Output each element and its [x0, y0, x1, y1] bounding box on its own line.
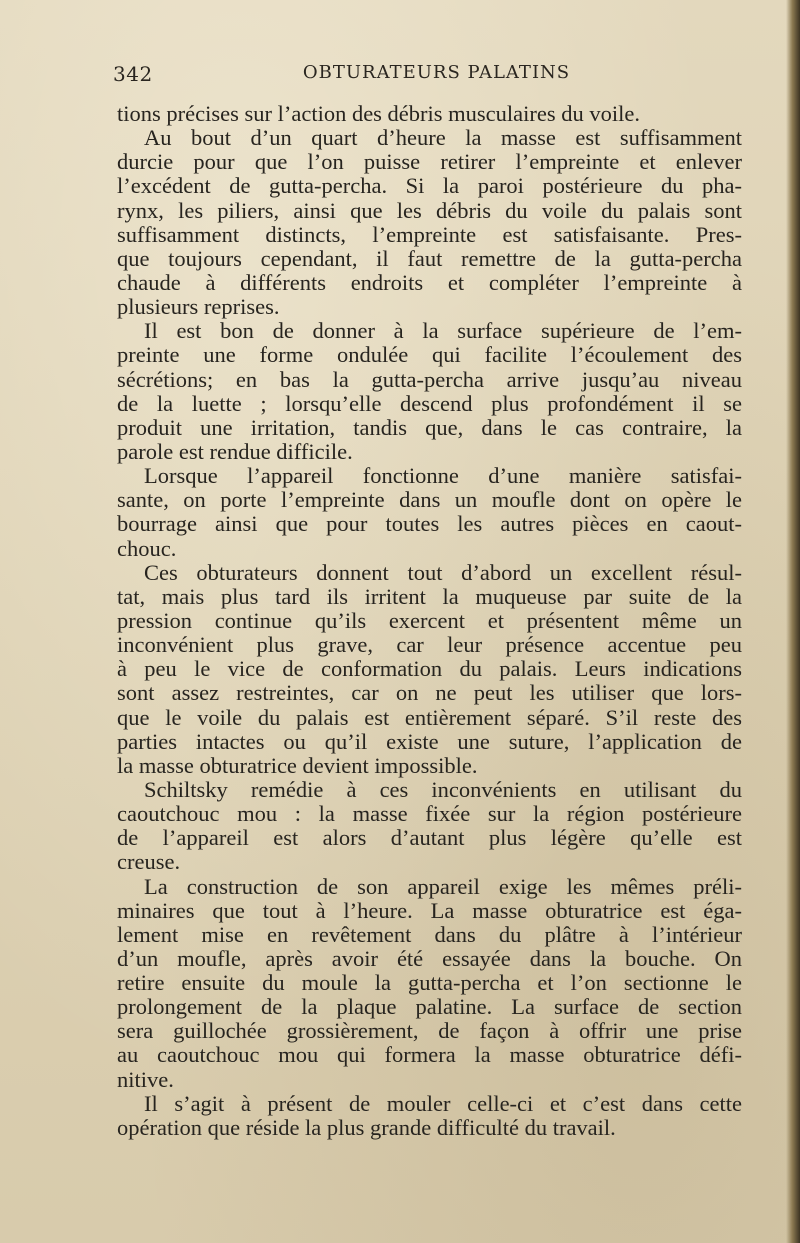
text-line: Il est bon de donner à la surface supérieure de l’em- [144, 319, 742, 344]
text-line: minaires que tout à l’heure. La masse obturatrice est éga- [117, 898, 742, 923]
paragraph [117, 126, 742, 319]
text-line: retire ensuite du moule la gutta-percha et l’on sectionne le [117, 971, 742, 996]
text-line: suffisamment distincts, l’empreinte est satisfaisante. Pres- [117, 222, 742, 247]
page-number: 342 [113, 62, 153, 86]
text-line: sante, on porte l’empreinte dans un moufle dont on opère le [117, 488, 742, 513]
text-line: Au bout d’un quart d’heure la masse est suffisamment [144, 126, 742, 151]
text-line: Lorsque l’appareil fonctionne d’une manière satisfai- [144, 464, 742, 489]
text-line: bourrage ainsi que pour toutes les autres pièces en caout- [117, 512, 742, 537]
paragraph [117, 319, 742, 464]
text-line: durcie pour que l’on puisse retirer l’empreinte et enlever [117, 150, 742, 175]
text-line: parties intactes ou qu’il existe une suture, l’application de [117, 729, 742, 754]
text-line: tions précises sur l’action des débris musculaires du voile. [117, 102, 641, 126]
text-line: Schiltsky remédie à ces inconvénients en utilisant du [144, 777, 742, 802]
text-line: la masse obturatrice devient impossible. [117, 753, 478, 778]
text-line: creuse. [117, 850, 181, 875]
running-head [113, 62, 740, 92]
text-line: sécrétions; en bas la gutta-percha arrive jusqu’au niveau [117, 367, 742, 392]
text-line: à peu le vice de conformation du palais. Leurs indications [117, 657, 742, 682]
body-text [117, 102, 742, 1140]
text-line: prolongement de la plaque palatine. La surface de section [117, 995, 742, 1020]
text-line: parole est rendue difficile. [117, 439, 353, 464]
text-line: lement mise en revêtement dans du plâtre à l’intérieur [117, 922, 742, 947]
text-line: que le voile du palais est entièrement séparé. S’il reste des [117, 705, 742, 730]
text-line: caoutchouc mou : la masse fixée sur la région postérieure [117, 802, 742, 827]
text-line: produit une irritation, tandis que, dans le cas contraire, la [117, 415, 742, 440]
text-line: preinte une forme ondulée qui facilite l’écoulement des [117, 343, 742, 368]
text-line: Ces obturateurs donnent tout d’abord un excellent résul- [144, 560, 742, 585]
paragraph [117, 561, 742, 778]
paragraph [117, 1092, 742, 1140]
text-line: opération que réside la plus grande difficulté du travail. [117, 1115, 616, 1140]
text-line: d’un moufle, après avoir été essayée dans la bouche. On [117, 946, 742, 971]
text-line: l’excédent de gutta-percha. Si la paroi postérieure du pha- [117, 174, 742, 199]
text-line: pression continue qu’ils exercent et présentent même un [117, 608, 742, 633]
text-line: au caoutchouc mou qui formera la masse obturatrice défi- [117, 1043, 742, 1068]
text-line: chouc. [117, 536, 177, 561]
text-line: que toujours cependant, il faut remettre de la gutta-percha [117, 246, 742, 271]
text-line: tat, mais plus tard ils irritent la muqueuse par suite de la [117, 584, 742, 609]
text-line: de l’appareil est alors d’autant plus légère qu’elle est [117, 826, 742, 851]
paragraph [117, 875, 742, 1092]
text-line: sont assez restreintes, car on ne peut les utiliser que lors- [117, 681, 742, 706]
text-line: rynx, les piliers, ainsi que les débris du voile du palais sont [117, 198, 742, 223]
paragraph [117, 464, 742, 561]
text-line: Il s’agit à présent de mouler celle-ci et c’est dans cette [144, 1091, 742, 1116]
text-line: de la luette ; lorsqu’elle descend plus profondément il se [117, 391, 742, 416]
running-title: OBTURATEURS PALATINS [302, 62, 571, 83]
page-edge [786, 0, 800, 1243]
text-line: nitive. [117, 1067, 174, 1092]
text-line: sera guillochée grossièrement, de façon à offrir une prise [117, 1019, 742, 1044]
paragraph [117, 778, 742, 875]
paragraph [117, 102, 742, 126]
text-line: plusieurs reprises. [117, 295, 280, 320]
text-line: La construction de son appareil exige les mêmes préli- [144, 874, 742, 899]
text-line: chaude à différents endroits et compléter l’empreinte à [117, 270, 742, 295]
text-line: inconvénient plus grave, car leur présence accentue peu [117, 633, 742, 658]
